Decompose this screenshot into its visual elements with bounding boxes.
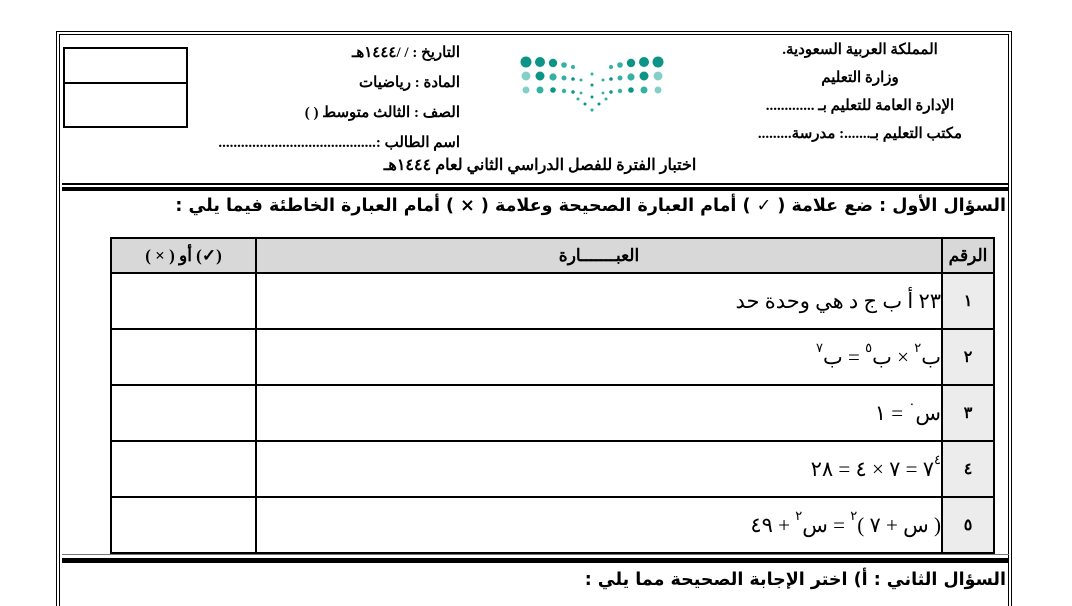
row-number: ٢ — [942, 329, 994, 385]
administration-line: الإدارة العامة للتعليم بـ ............. — [765, 98, 955, 114]
row-statement: ( س + ٧ )$^٢$ = س$^٢$ + ٤٩ — [256, 497, 942, 553]
header-right-block — [712, 36, 1008, 148]
true-false-table — [110, 237, 995, 554]
table-row — [111, 385, 994, 441]
student-name-field[interactable]: اسم الطالب :.......................................... — [218, 135, 460, 151]
row-answer-cell[interactable] — [111, 273, 256, 329]
footer-separator-thick — [62, 558, 1009, 563]
row-statement: س$^٠$ = ١ — [256, 385, 942, 441]
column-header-answer: (✓) أو ( × ) — [111, 238, 256, 273]
table-header-row — [111, 238, 994, 273]
header-left-block — [108, 38, 460, 158]
table-row — [111, 497, 994, 553]
table-row — [111, 273, 994, 329]
country-line: المملكة العربية السعودية. — [782, 42, 938, 58]
ministry-line: وزارة التعليم — [821, 70, 899, 86]
row-number: ٣ — [942, 385, 994, 441]
row-statement: ب$^٢$ × ب$^٥$ = ب$^٧$ — [256, 329, 942, 385]
row-answer-cell[interactable] — [111, 329, 256, 385]
row-statement: ٢٣ أ ب ج د هي وحدة حد — [256, 273, 942, 329]
ministry-of-education-logo — [512, 50, 672, 120]
column-header-statement: العبـــــــارة — [256, 238, 942, 273]
class-field[interactable]: الصف : الثالث متوسط ( ) — [304, 105, 460, 121]
date-field[interactable]: التاريخ : / /١٤٤٤هـ — [351, 45, 460, 61]
table-row — [111, 329, 994, 385]
row-answer-cell[interactable] — [111, 441, 256, 497]
column-header-number: الرقم — [942, 238, 994, 273]
row-number: ٥ — [942, 497, 994, 553]
moe-dots-logo-icon — [512, 50, 672, 120]
row-answer-cell[interactable] — [111, 497, 256, 553]
question2-heading: السؤال الثاني : أ) اختر الإجابة الصحيحة مما يلي : — [584, 570, 1006, 590]
row-number: ١ — [942, 273, 994, 329]
exam-title: اختبار الفترة للفصل الدراسي الثاني لعام ١٤٤٤هـ — [383, 157, 697, 174]
header-separator-thin — [62, 183, 1009, 185]
table-row — [111, 441, 994, 497]
education-office-line: مكتب التعليم بـ.......: مدرسة......... — [757, 126, 963, 142]
row-answer-cell[interactable] — [111, 385, 256, 441]
footer-separator-thin — [62, 554, 1009, 555]
row-number: ٤ — [942, 441, 994, 497]
row-statement: $٧^٤$ = ٧ × ٤ = ٢٨ — [256, 441, 942, 497]
subject-label: المادة : رياضيات — [359, 75, 460, 91]
question1-heading: السؤال الأول : ضع علامة ( ✓ ) أمام العبارة الصحيحة وعلامة ( × ) أمام العبارة الخاطئة فيما يلي : — [175, 196, 1006, 216]
header-separator-thick — [62, 187, 1009, 191]
